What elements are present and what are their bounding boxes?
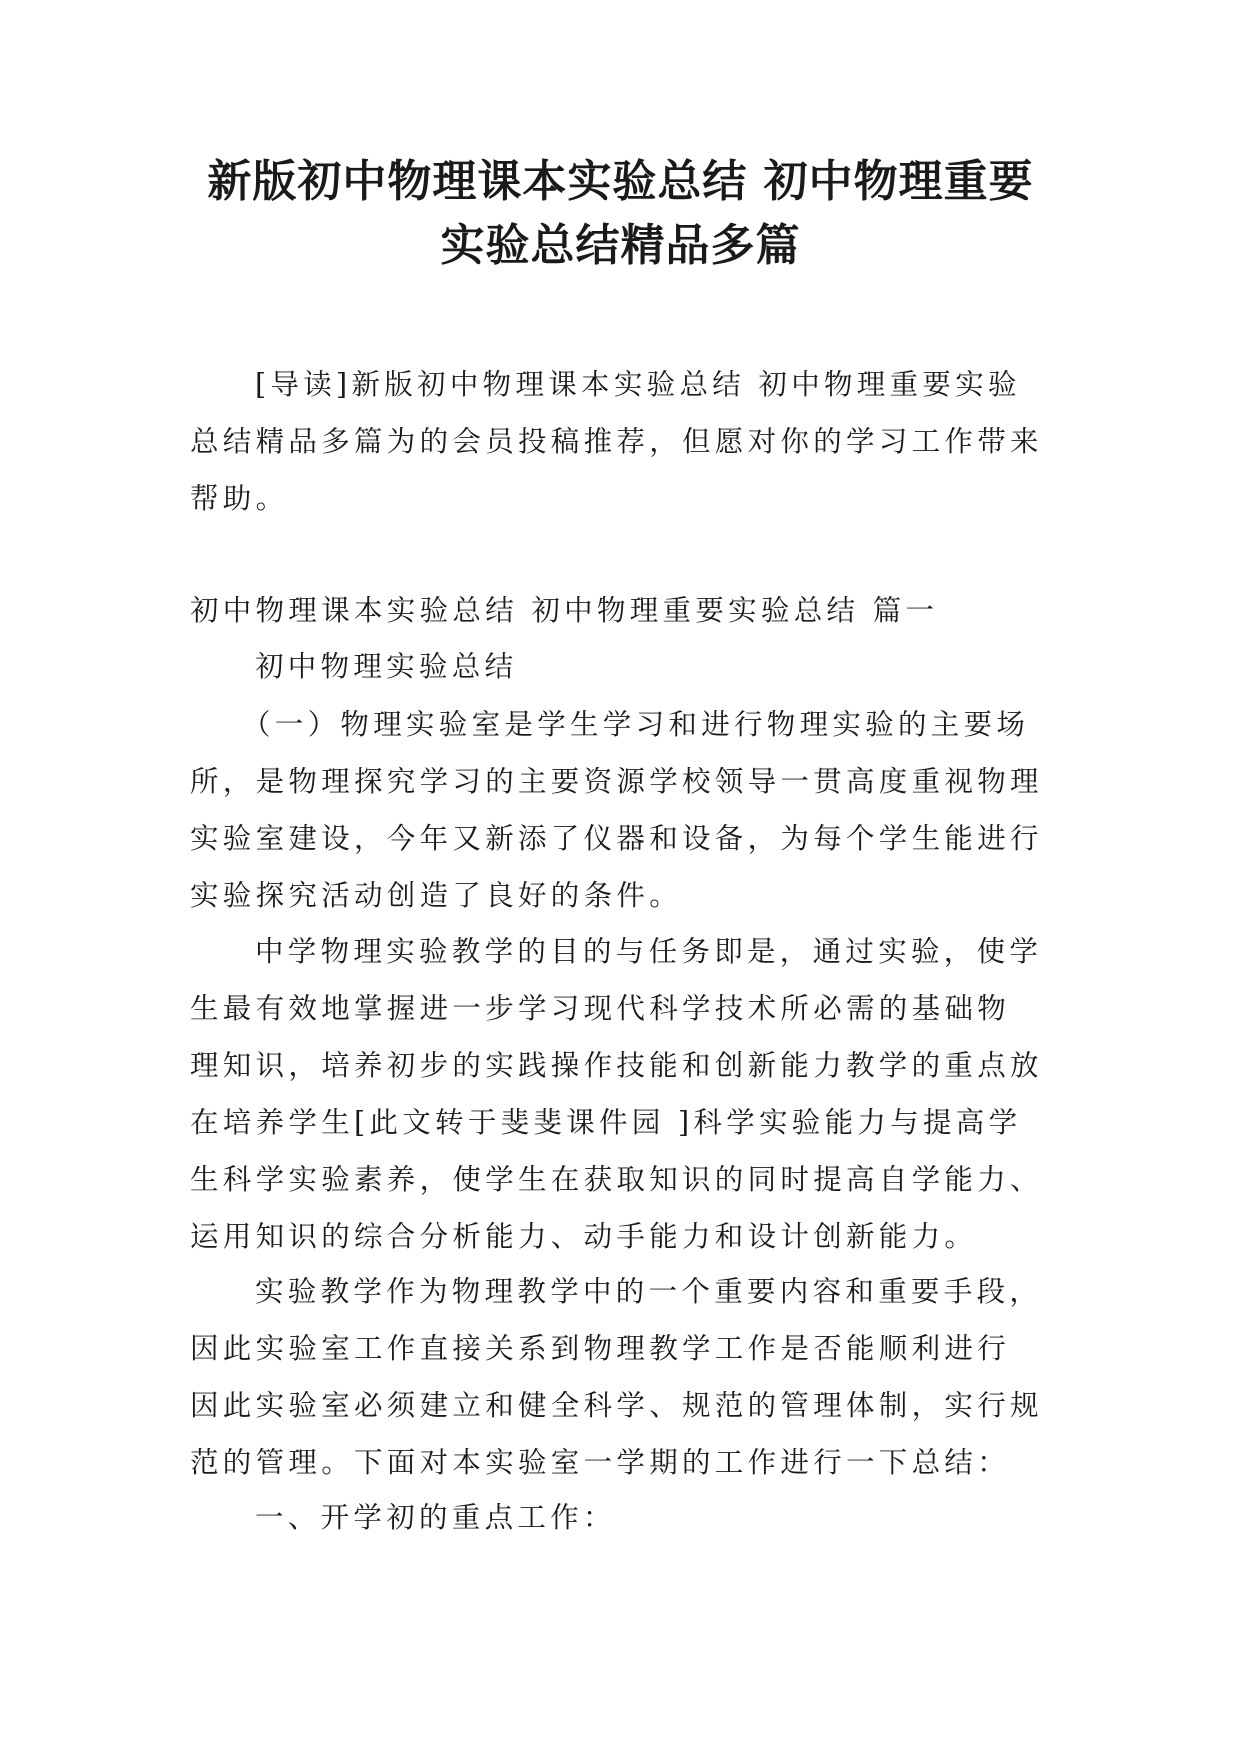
paragraph-line: 理知识，培养初步的实践操作技能和创新能力教学的重点放	[190, 1049, 1043, 1082]
title-line-1: 新版初中物理课本实验总结 初中物理重要	[207, 156, 1034, 207]
paragraph-2	[190, 923, 1050, 1265]
sub-heading-text: 初中物理实验总结	[255, 650, 518, 683]
intro-line: [导读]新版初中物理课本实验总结 初中物理重要实验	[255, 368, 1021, 401]
paragraph-line: 范的管理。下面对本实验室一学期的工作进行一下总结：	[190, 1446, 1011, 1479]
paragraph-line: 生最有效地掌握进一步学习现代科学技术所必需的基础物	[190, 992, 1011, 1025]
intro-line: 帮助。	[190, 482, 289, 515]
paragraph-line: 一、开学初的重点工作：	[255, 1501, 616, 1534]
paragraph-line: 在培养学生[此文转于斐斐课件园 ]科学实验能力与提高学	[190, 1106, 1022, 1139]
paragraph-3	[190, 1263, 1050, 1491]
paragraph-line: 实验探究活动创造了良好的条件。	[190, 879, 683, 912]
paragraph-4	[190, 1489, 1050, 1546]
section-heading	[190, 582, 1050, 639]
paragraph-line: 生科学实验素养，使学生在获取知识的同时提高自学能力、	[190, 1163, 1043, 1196]
paragraph-1	[190, 696, 1050, 924]
paragraph-line: （一）物理实验室是学生学习和进行物理实验的主要场	[242, 708, 1030, 741]
intro-line: 总结精品多篇为的会员投稿推荐，但愿对你的学习工作带来	[190, 425, 1043, 458]
paragraph-line: 实验教学作为物理教学中的一个重要内容和重要手段，	[255, 1275, 1043, 1308]
document-title	[150, 150, 1091, 278]
paragraph-line: 因此实验室工作直接关系到物理教学工作是否能顺利进行	[190, 1332, 1011, 1365]
paragraph-line: 中学物理实验教学的目的与任务即是，通过实验，使学	[255, 935, 1043, 968]
sub-heading	[190, 638, 1050, 695]
paragraph-line: 所，是物理探究学习的主要资源学校领导一贯高度重视物理	[190, 765, 1043, 798]
intro-paragraph	[190, 356, 1050, 527]
title-line-2: 实验总结精品多篇	[440, 220, 801, 271]
paragraph-line: 实验室建设，今年又新添了仪器和设备，为每个学生能进行	[190, 822, 1043, 855]
paragraph-line: 因此实验室必须建立和健全科学、规范的管理体制，实行规	[190, 1389, 1043, 1422]
section-heading-text: 初中物理课本实验总结 初中物理重要实验总结 篇一	[190, 594, 939, 627]
paragraph-line: 运用知识的综合分析能力、动手能力和设计创新能力。	[190, 1220, 978, 1253]
